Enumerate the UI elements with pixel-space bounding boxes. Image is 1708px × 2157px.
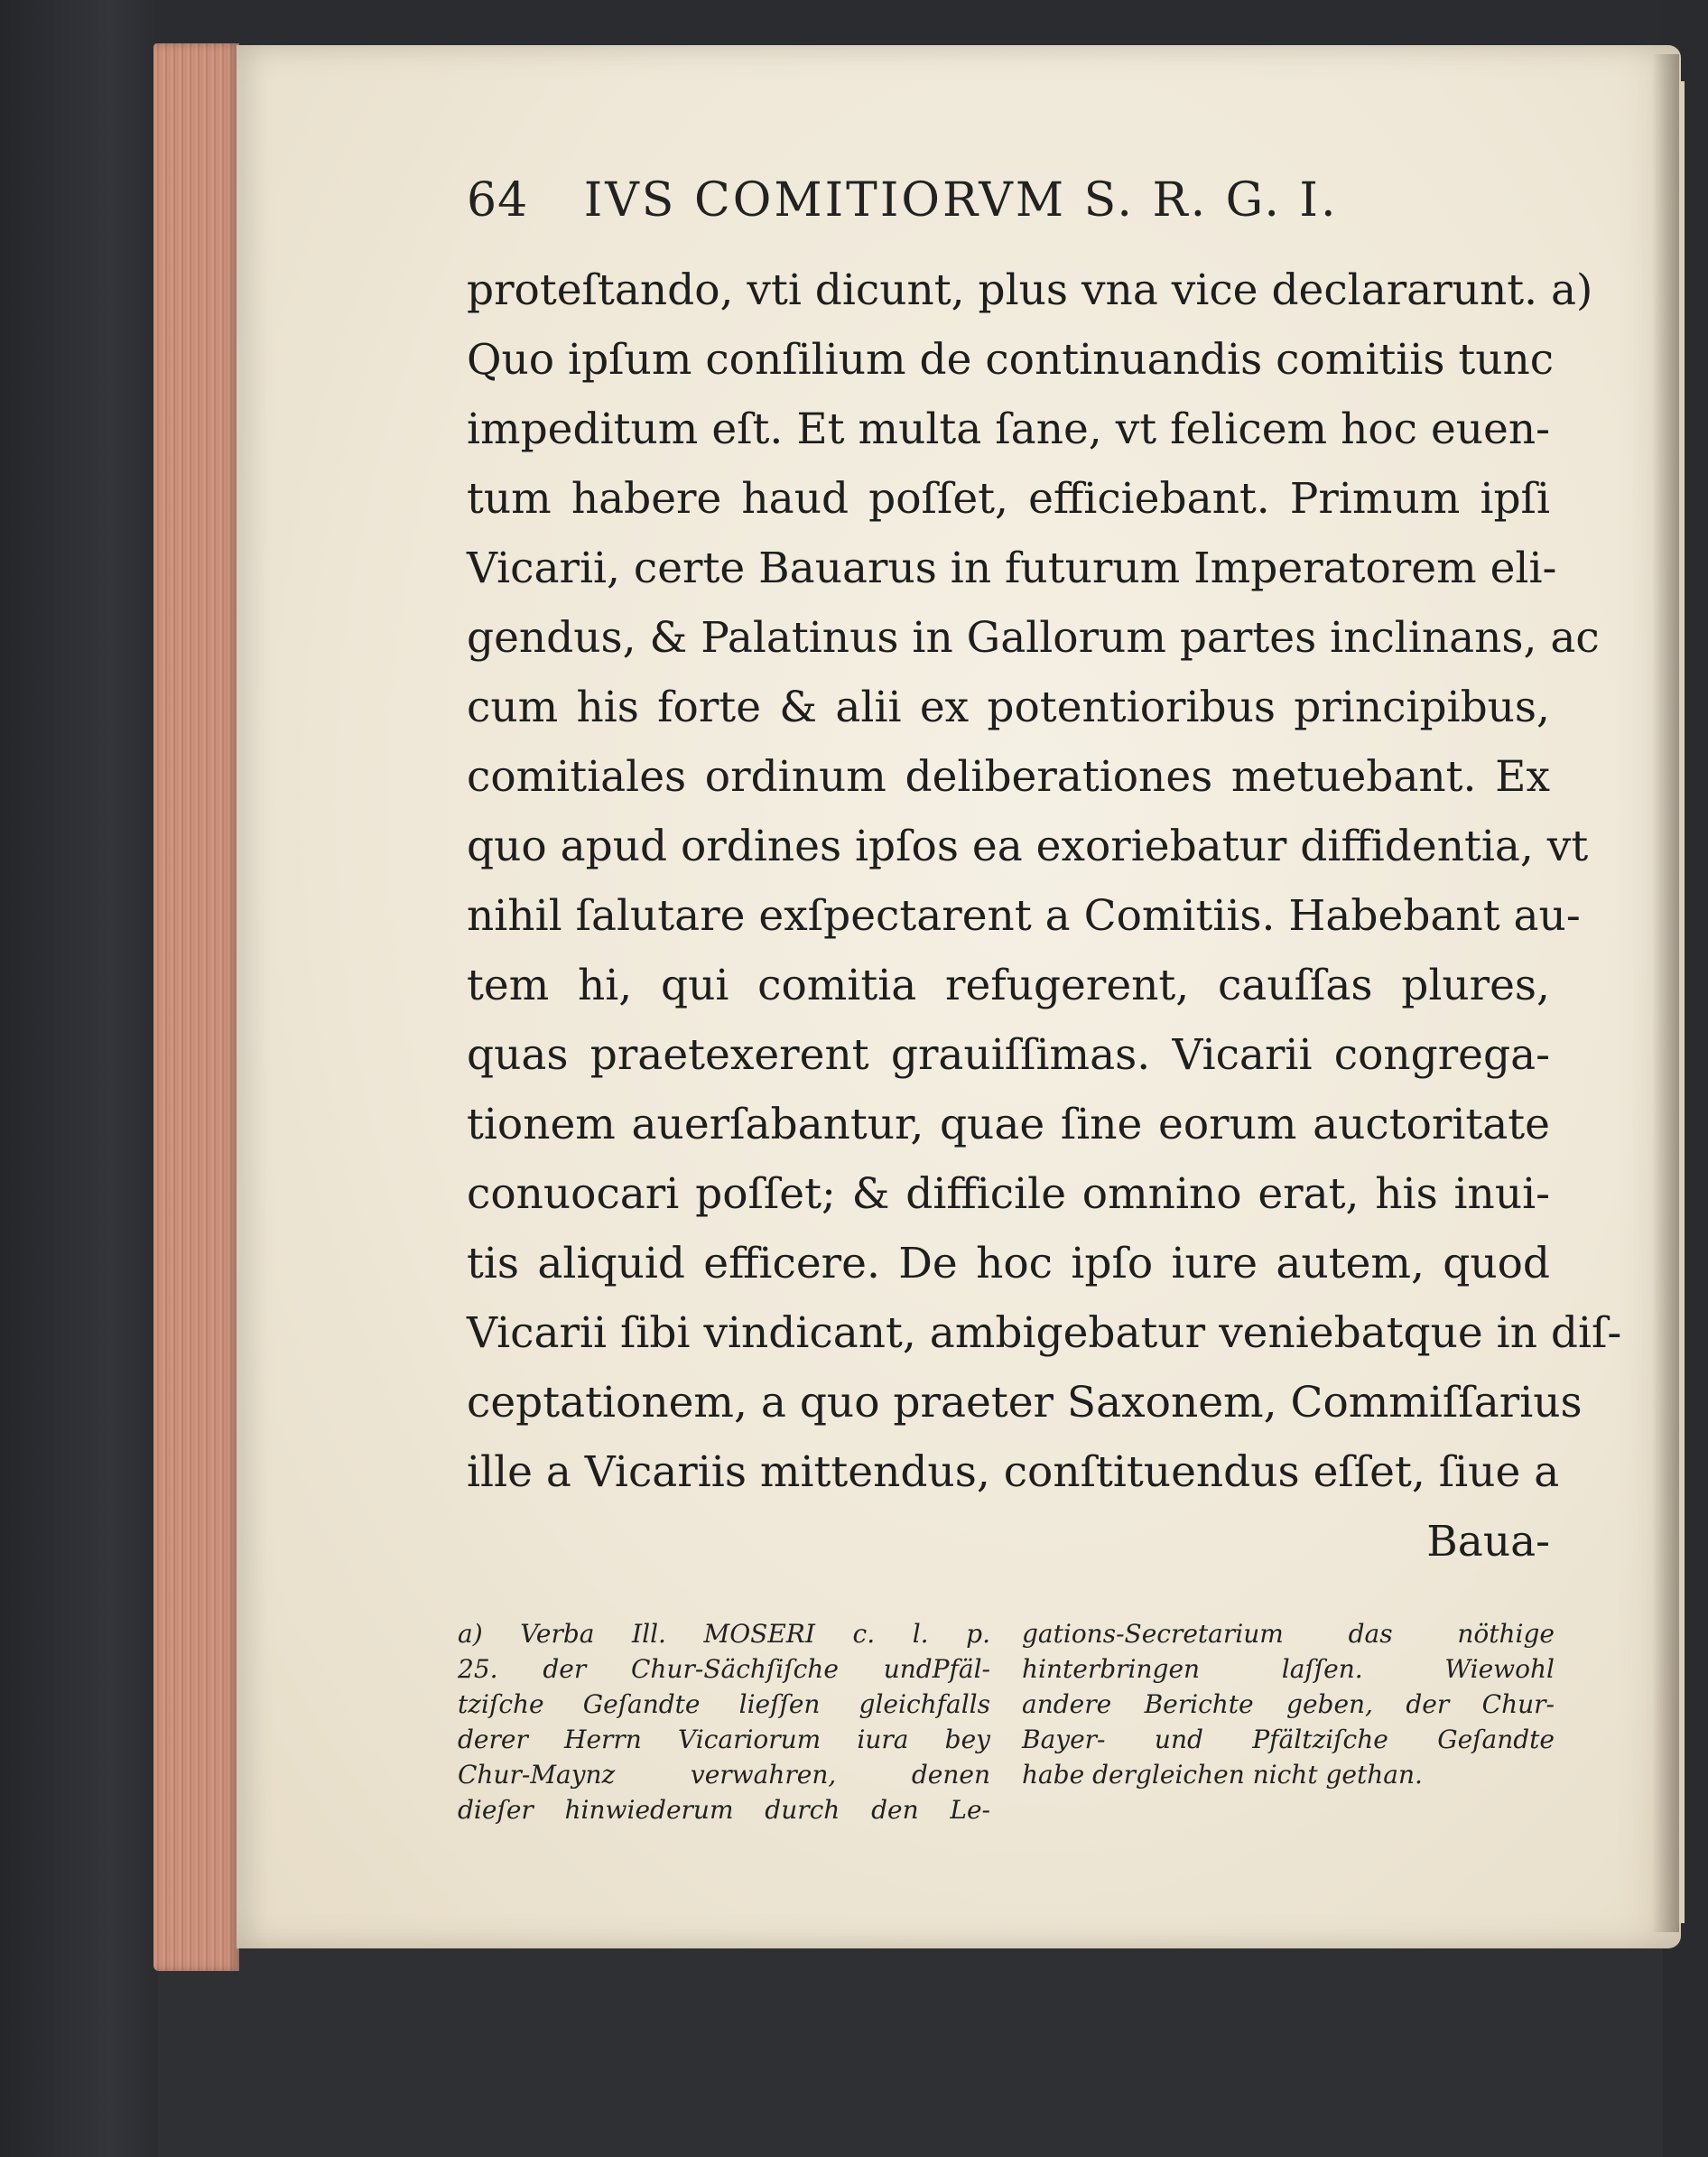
footnote-column-left	[458, 1616, 990, 1827]
page-header	[467, 173, 1550, 228]
text-line: ille a Vicariis mittendus, conſtituendus eſſet, ſiue a	[467, 1447, 1560, 1497]
text-line: quo apud ordines ipſos ea exoriebatur diffidentia, vt	[467, 822, 1589, 871]
text-line: tum habere haud poſſet, efficiebant. Primum ipſi	[467, 474, 1550, 524]
text-line: conuocari poſſet; & difficile omnino erat, his inui-	[467, 1169, 1550, 1219]
text-line: Quo ipſum conſilium de continuandis comitiis tunc	[467, 335, 1555, 385]
footnote-line: Chur-Maynz verwahren, denen	[458, 1760, 990, 1790]
text-line: Vicarii ſibi vindicant, ambigebatur veniebatque in diſ-	[467, 1308, 1622, 1358]
text-line: quas praetexerent grauiſſimas. Vicarii congrega-	[467, 1030, 1550, 1080]
footnote-line: a) Verba Ill. MOSERI c. l. p.	[458, 1619, 990, 1649]
text-line: ceptationem, a quo praeter Saxonem, Commiſſarius	[467, 1378, 1583, 1427]
scanner-background-top	[0, 0, 1708, 45]
text-line: gendus, & Palatinus in Gallorum partes inclinans, ac	[467, 613, 1600, 663]
footnote-line: derer Herrn Vicariorum iura bey	[458, 1725, 990, 1754]
gutter-shadow	[1652, 54, 1679, 1932]
footnotes	[458, 1616, 1555, 1851]
text-line: impeditum eſt. Et multa ſane, vt felicem hoc euen-	[467, 404, 1550, 454]
footnote-line: andere Berichte geben, der Chur-	[1022, 1689, 1555, 1719]
book-page-edges	[153, 43, 239, 1971]
catchword: Baua-	[1426, 1517, 1550, 1567]
footnote-line: Bayer- und Pfältziſche Geſandte	[1022, 1725, 1555, 1754]
footnote-line: habe dergleichen nicht gethan.	[1022, 1760, 1423, 1790]
footnote-line: hinterbringen laſſen. Wiewohl	[1022, 1654, 1555, 1684]
page-number: 64	[467, 173, 529, 228]
text-line: proteſtando, vti dicunt, plus vna vice declararunt. a)	[467, 265, 1593, 315]
footnote-line: 25. der Chur-Sächſiſche undPfäl-	[458, 1654, 990, 1684]
text-line: comitiales ordinum deliberationes metuebant. Ex	[467, 752, 1550, 802]
text-line: tionem auerſabantur, quae ſine eorum auctoritate	[467, 1100, 1550, 1149]
body-text	[467, 256, 1622, 1576]
text-line: cum his forte & alii ex potentioribus principibus,	[467, 683, 1550, 732]
running-title: IVS COMITIORVM S. R. G. I.	[583, 173, 1339, 228]
text-line: tem hi, qui comitia refugerent, cauſſas plures,	[467, 961, 1550, 1010]
footnote-line: dieſer hinwiederum durch den Le-	[458, 1795, 990, 1825]
text-line: tis aliquid efficere. De hoc ipſo iure autem, quod	[467, 1239, 1550, 1288]
footnote-column-right	[1022, 1616, 1555, 1792]
text-line: Vicarii, certe Bauarus in futurum Imperatorem eli-	[467, 544, 1557, 593]
scanner-background-left	[0, 0, 158, 2157]
footnote-line: gations-Secretarium das nöthige	[1022, 1619, 1555, 1649]
footnote-line: tziſche Geſandte lieſſen gleichfalls	[458, 1689, 990, 1719]
text-line: nihil ſalutare exſpectarent a Comitiis. Habebant au-	[467, 891, 1581, 941]
